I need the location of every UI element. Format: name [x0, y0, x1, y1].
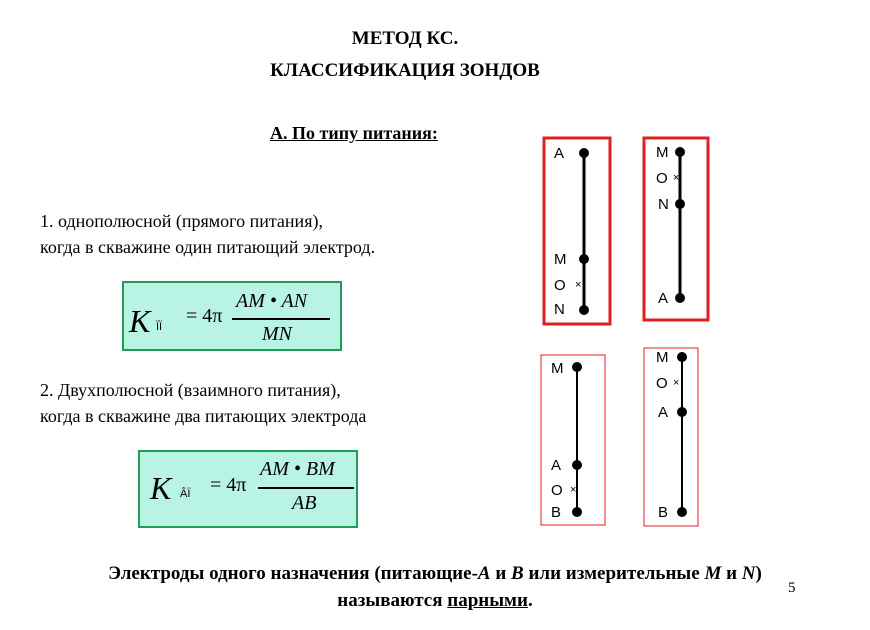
probe-frame [544, 138, 610, 324]
probe-frame [644, 348, 698, 526]
label-n: N [658, 196, 669, 213]
section-heading: А. По типу питания: [270, 123, 438, 143]
footer-letter-b: B [511, 563, 524, 584]
footer-line1 [0, 560, 870, 587]
footer-statement [0, 560, 870, 614]
formula-coefficient: = 4π [186, 305, 223, 327]
footer-line2 [0, 587, 870, 614]
label-a: A [658, 290, 669, 307]
footer-text: Электроды одного назначения (питающие- [108, 563, 478, 584]
footer-letter-m: M [704, 563, 722, 584]
label-o: O [656, 375, 668, 392]
label-m: M [656, 144, 669, 161]
electrode-m [572, 362, 582, 372]
probe-frame [644, 138, 708, 320]
footer-letter-a: A [477, 563, 491, 584]
probe-unipolar-2 [644, 138, 708, 320]
electrode-m [677, 352, 687, 362]
footer-text: и [490, 563, 512, 584]
cross-mark: × [570, 484, 577, 496]
item-bipolar-line2: когда в скважине два питающих электрода [40, 406, 367, 426]
formula-subscript: ÂÏ [180, 488, 191, 500]
electrode-m [675, 147, 685, 157]
label-b: B [551, 504, 562, 521]
probe-frame [541, 355, 605, 525]
item-unipolar-line1: 1. однополюсной (прямого питания), [40, 211, 323, 231]
label-m: M [554, 251, 567, 268]
formula-k: K [150, 470, 172, 506]
electrode-a [677, 407, 687, 417]
formula-k: K [129, 303, 151, 339]
footer-text: и [721, 563, 742, 584]
formula-coefficient: = 4π [210, 474, 247, 496]
label-b: B [658, 504, 669, 521]
footer-emphasis: парными [447, 590, 528, 611]
electrode-n [675, 199, 685, 209]
cross-mark: × [575, 279, 582, 291]
label-n: N [554, 301, 565, 318]
formula-denominator: AB [292, 492, 317, 514]
footer-text: ) [755, 563, 762, 584]
formula-numerator: AM • AN [236, 290, 308, 312]
probe-bipolar-2 [644, 348, 698, 526]
label-a: A [551, 457, 562, 474]
electrode-m [579, 254, 589, 264]
probe-unipolar-1 [544, 138, 610, 324]
page-subtitle: КЛАССИФИКАЦИЯ ЗОНДОВ [270, 60, 540, 81]
label-a: A [658, 404, 669, 421]
item-bipolar-line1: 2. Двухполюсной (взаимного питания), [40, 380, 341, 400]
formula-numerator: AM • BM [260, 458, 335, 480]
label-o: O [656, 170, 668, 187]
cross-mark: × [673, 172, 680, 184]
electrode-b [572, 507, 582, 517]
label-o: O [551, 482, 563, 499]
cross-mark: × [673, 377, 680, 389]
label-a: A [554, 145, 565, 162]
probe-bipolar-1 [541, 355, 605, 525]
page-number: 5 [788, 580, 796, 596]
item-unipolar-line2: когда в скважине один питающий электрод. [40, 237, 376, 257]
footer-letter-n: N [741, 563, 756, 584]
footer-text: называются [337, 590, 448, 611]
label-m: M [656, 349, 669, 366]
formula-subscript: ΪΪ [156, 321, 163, 333]
electrode-b [677, 507, 687, 517]
electrode-a [572, 460, 582, 470]
label-o: O [554, 277, 566, 294]
label-m: M [551, 360, 564, 377]
formula-denominator: MN [262, 323, 292, 345]
electrode-a [579, 148, 589, 158]
footer-text: . [527, 590, 533, 611]
electrode-a [675, 293, 685, 303]
electrode-n [579, 305, 589, 315]
page-title: МЕТОД КС. [351, 28, 459, 49]
footer-text: или измерительные [523, 563, 705, 584]
